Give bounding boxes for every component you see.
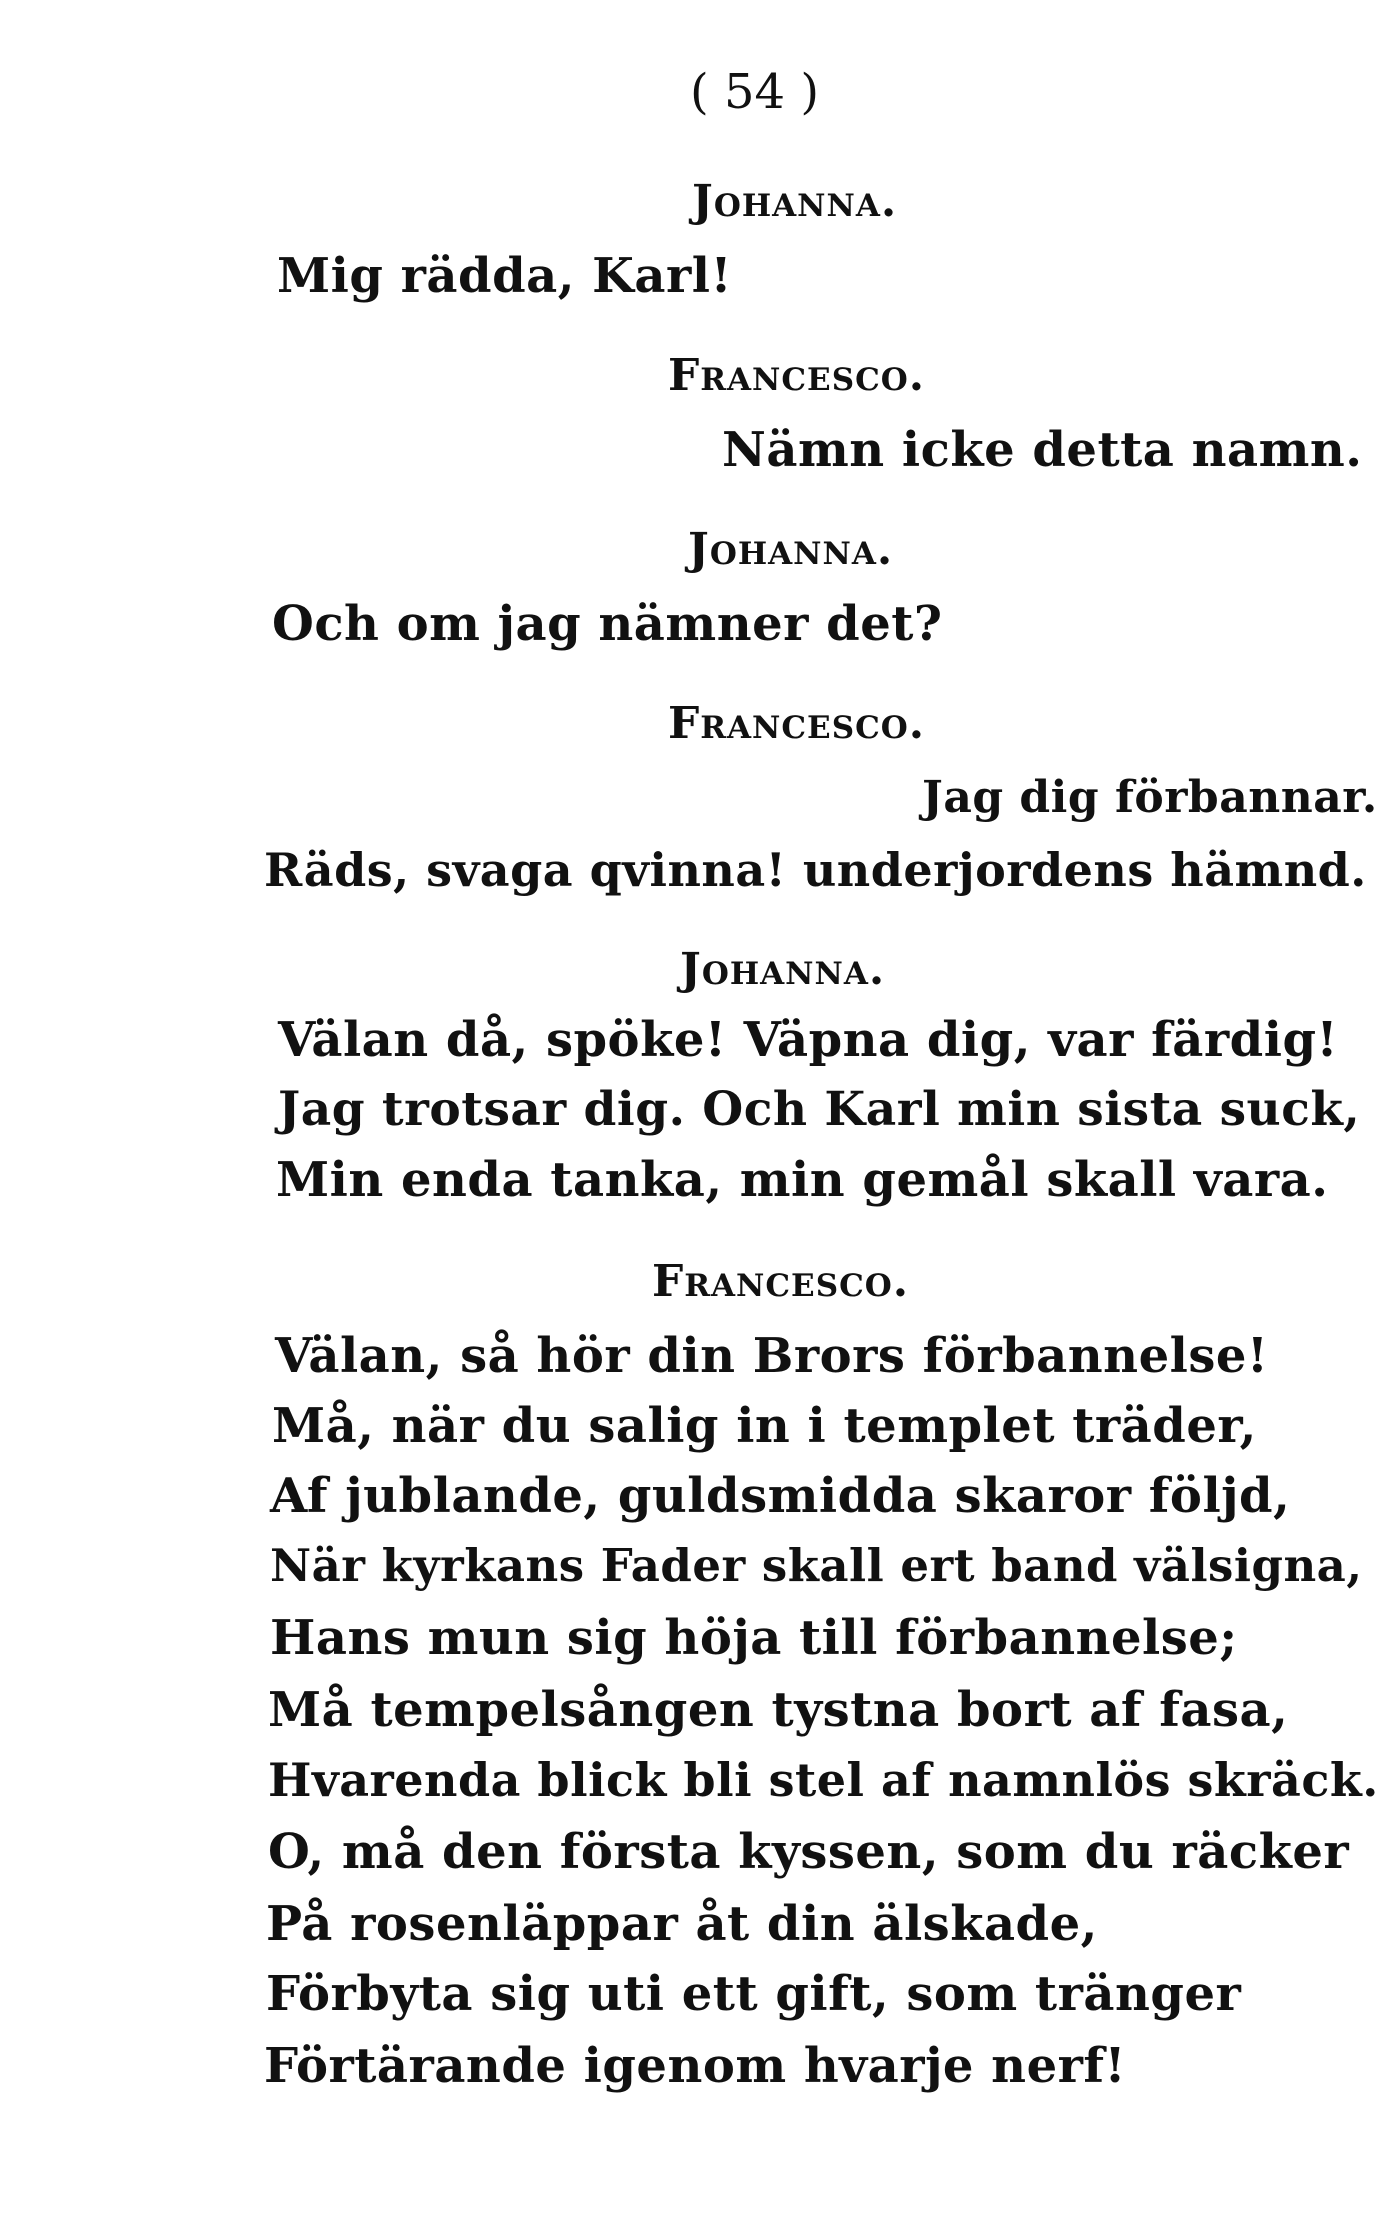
verse-line: Välan, så hör din Brors förbannelse! [275,1328,1269,1384]
verse-line: På rosenläppar åt din älskade, [266,1896,1098,1952]
verse-line: Jag dig förbannar. [922,772,1378,823]
speaker-name: Francesco. [668,350,926,401]
verse-line: O, må den första kyssen, som du räcker [268,1824,1350,1880]
verse-line: Jag trotsar dig. Och Karl min sista suck, [278,1082,1361,1137]
page-number: ( 54 ) [690,64,820,120]
speaker-name: Johanna. [688,524,894,575]
verse-line: När kyrkans Fader skall ert band välsigna, [270,1539,1363,1592]
verse-line: Förbyta sig uti ett gift, som tränger [266,1966,1242,2022]
verse-line: Må tempelsången tystna bort af fasa, [268,1682,1289,1738]
speaker-name: Francesco. [668,698,926,749]
speaker-name: Johanna. [680,944,886,995]
verse-line: Hvarenda blick bli stel af namnlös skräck. [268,1753,1379,1807]
verse-line: Nämn icke detta namn. [722,422,1363,478]
speaker-name: Francesco. [652,1256,910,1307]
verse-line: Af jublande, guldsmidda skaror följd, [270,1468,1291,1524]
verse-line: Hans mun sig höja till förbannelse; [270,1610,1238,1666]
verse-line: Förtärande igenom hvarje nerf! [264,2038,1127,2094]
verse-line: Mig rädda, Karl! [277,248,733,304]
speaker-name: Johanna. [692,176,898,227]
verse-line: Välan då, spöke! Väpna dig, var färdig! [278,1012,1339,1068]
verse-line: Räds, svaga qvinna! underjordens hämnd. [264,843,1367,897]
verse-line: Min enda tanka, min gemål skall vara. [276,1152,1329,1208]
verse-line: Må, när du salig in i templet träder, [272,1398,1257,1454]
verse-line: Och om jag nämner det? [272,596,943,652]
